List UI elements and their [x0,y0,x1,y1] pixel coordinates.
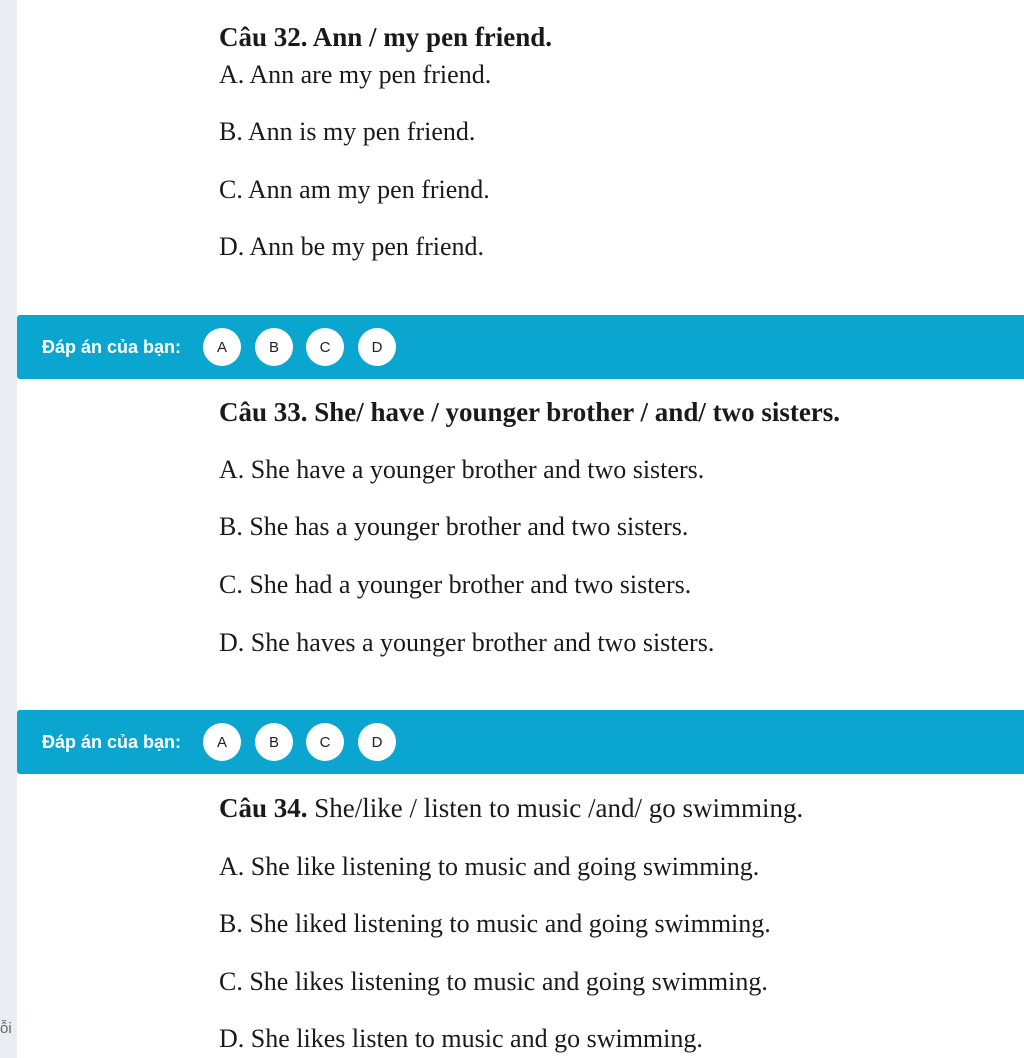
question-32-option-b: B. Ann is my pen friend. [219,117,476,146]
question-34-option-b: B. She liked listening to music and going swimming. [219,909,771,938]
question-32-title-text: Câu 32. Ann / my pen friend. [219,22,553,52]
answer-32-choice-c[interactable]: C [306,328,344,366]
question-33-option-a: A. She have a younger brother and two sisters. [219,455,705,484]
question-34-option-d: D. She likes listen to music and go swimming. [219,1024,703,1053]
answer-32-choice-a[interactable]: A [203,328,241,366]
question-32-option-d: D. Ann be my pen friend. [219,232,485,261]
question-32-title [219,22,552,53]
answer-bar-32 [17,315,1024,379]
question-34-option-a: A. She like listening to music and going swimming. [219,852,760,881]
sidebar-text-fragment: ỗi [0,1020,12,1037]
question-32-option-a: A. Ann are my pen friend. [219,60,492,89]
question-32-option-c: C. Ann am my pen friend. [219,175,490,204]
answer-33-choice-d[interactable]: D [358,723,396,761]
question-33-option-b: B. She has a younger brother and two sisters. [219,512,689,541]
question-33-title [219,397,840,428]
question-34-prompt: She/like / listen to music /and/ go swimming. [307,793,804,823]
question-33-title-text: Câu 33. She/ have / younger brother / and/ two sisters. [219,397,841,427]
question-33-option-d: D. She haves a younger brother and two sisters. [219,628,715,657]
answer-prompt-label: Đáp án của bạn: [42,337,182,357]
answer-33-choice-b[interactable]: B [255,723,293,761]
answer-33-choice-a[interactable]: A [203,723,241,761]
answer-prompt-label: Đáp án của bạn: [42,732,182,752]
answer-33-choice-c[interactable]: C [306,723,344,761]
answer-32-choice-b[interactable]: B [255,328,293,366]
answer-32-choice-d[interactable]: D [358,328,396,366]
question-34-number: Câu 34. [219,793,308,823]
question-34-title [219,793,803,824]
question-34-option-c: C. She likes listening to music and going swimming. [219,967,768,996]
answer-bar-33 [17,710,1024,774]
question-33-option-c: C. She had a younger brother and two sisters. [219,570,692,599]
